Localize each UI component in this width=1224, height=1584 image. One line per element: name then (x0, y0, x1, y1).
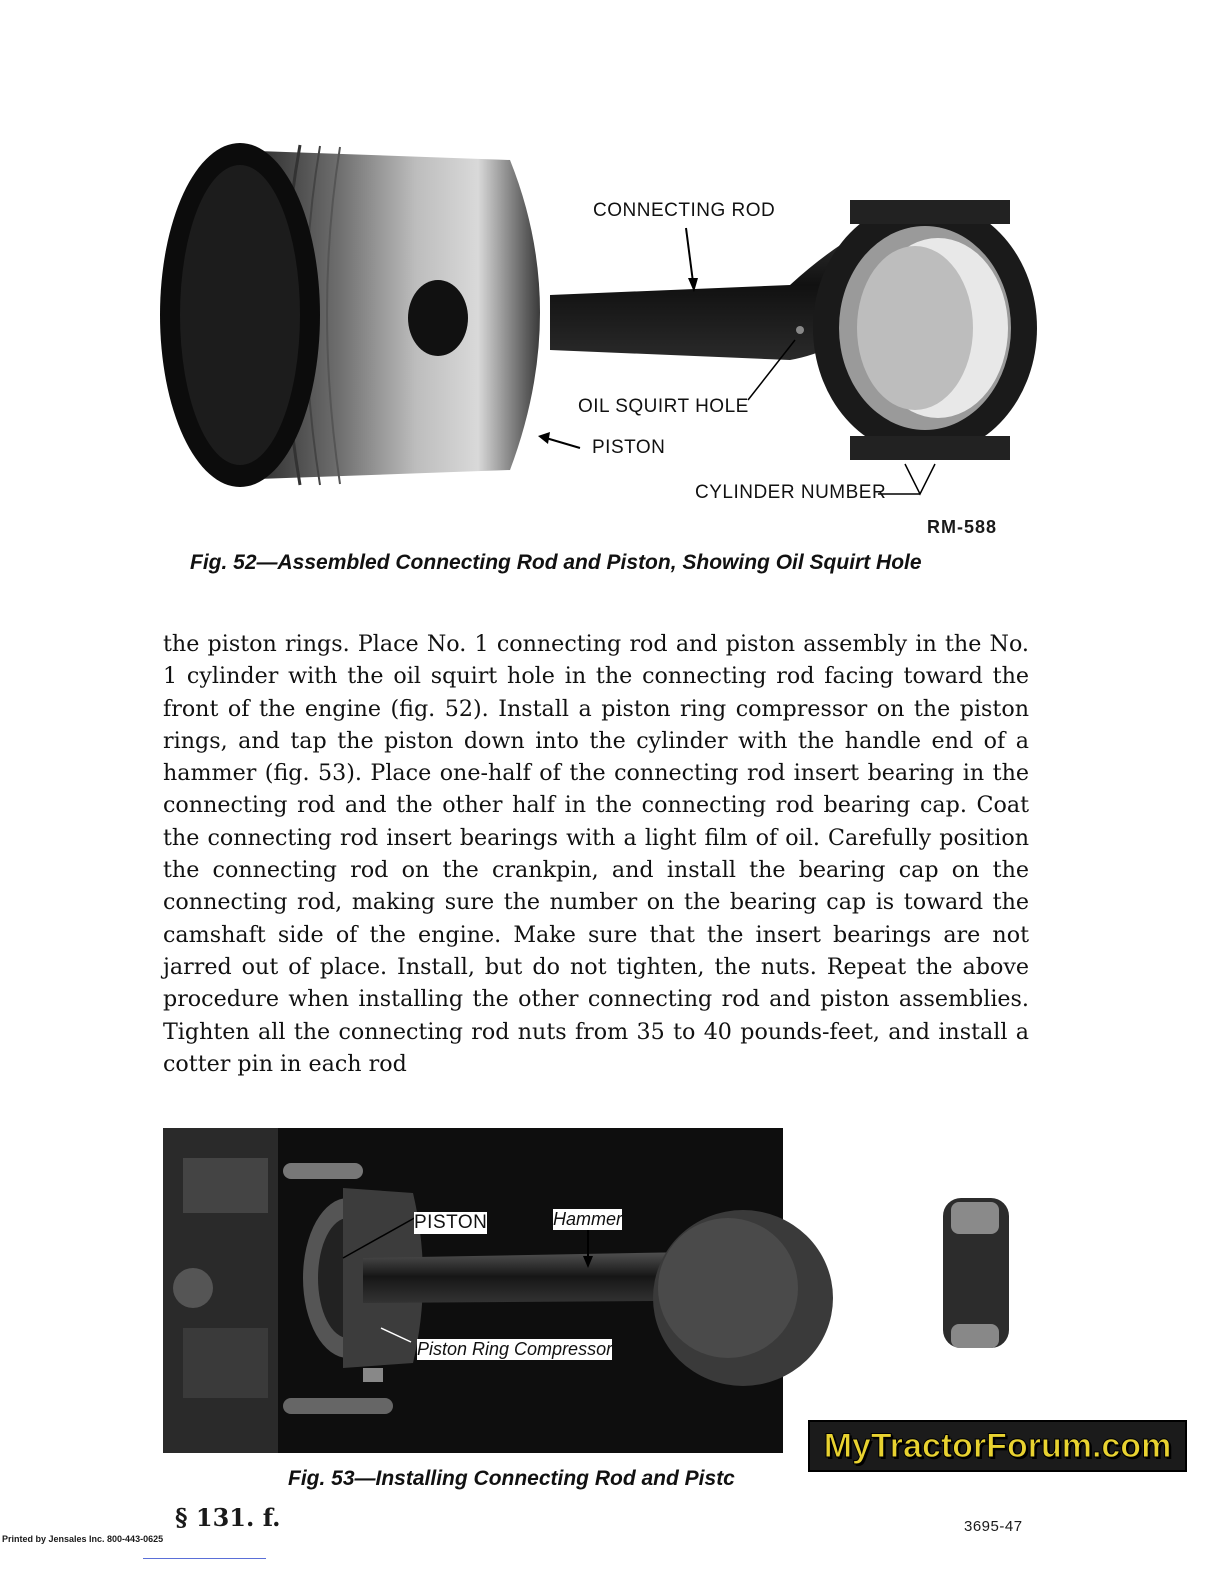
label-connecting-rod: CONNECTING ROD (593, 200, 776, 221)
label-fig53-piston: PISTON (414, 1212, 488, 1233)
body-text (163, 628, 1029, 1080)
body-paragraph: the piston rings. Place No. 1 connecting rod and piston assembly in the No. 1 cylinder with the oil squirt hole in the connecting rod facing toward the front of the engine (fig. 52). Install a piston ring compressor on the piston rings, and tap the piston down into the cylinder with the handle end of a hammer (fig. 53). Place one-half of the connecting rod insert bearing in the connecting rod and the other half in the connecting rod bearing cap. Coat the connecting rod insert bearings with a light film of oil. Carefully position the connecting rod on the crankpin, and install the bearing cap on the connecting rod, making sure the number on the bearing cap is toward the camshaft side of the engine. Make sure that the insert bearings are not jarred out of place. Install, but do not tighten, the nuts. Repeat the above procedure when installing the other connecting rod and piston assemblies. Tighten all the connecting rod nuts from 35 to 40 pounds-feet, and install a cotter pin in each rod (163, 631, 1029, 1077)
footer-rule (143, 1558, 266, 1559)
section-number: § 131. f. (175, 1503, 281, 1532)
label-oil-squirt-hole: OIL SQUIRT HOLE (578, 396, 749, 417)
label-cylinder-number: CYLINDER NUMBER (695, 482, 887, 503)
figure-52-caption: Fig. 52—Assembled Connecting Rod and Piston, Showing Oil Squirt Hole (190, 551, 922, 574)
figure-53-illustration (163, 1128, 1193, 1458)
label-piston: PISTON (592, 437, 666, 458)
watermark-text: MyTractorForum.com (823, 1426, 1172, 1465)
watermark-logo (808, 1420, 1187, 1472)
printer-credit: Printed by Jensales Inc. 800-443-0625 (2, 1534, 164, 1544)
figure-ref-code: RM-588 (927, 517, 998, 537)
label-piston-ring-compressor: Piston Ring Compressor (417, 1339, 613, 1359)
figure-53-caption: Fig. 53—Installing Connecting Rod and Pistc (288, 1467, 735, 1490)
label-hammer: Hammer (553, 1209, 623, 1229)
document-number: 3695-47 (964, 1518, 1023, 1535)
figure-52-illustration (150, 120, 1050, 560)
